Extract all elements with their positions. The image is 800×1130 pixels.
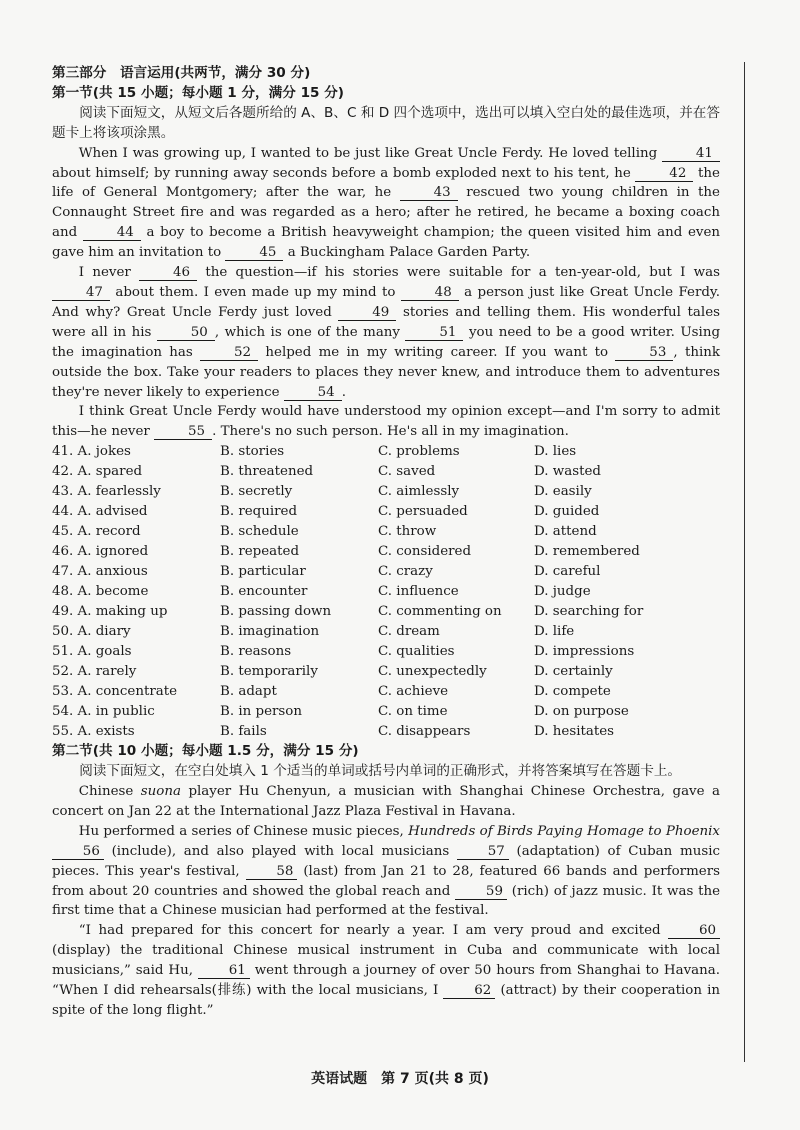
option-d: D. compete — [534, 684, 611, 700]
passage2-paragraph-3: “I had prepared for this concert for nearly a year. I am very proud and excited 60 (display) the traditional Chinese musical instrument in Cuba and communicate with local musicians,” said Hu, 61 went through a journey of over 50 hours from Shanghai to Havana. “When I did rehearsals(排练) with the local musicians, I 62 (attract) by their cooperation in spite of the long flight.” — [52, 923, 720, 1018]
page-content — [52, 64, 720, 1021]
part2-title: 第二节(共 10 小题；每小题 1.5 分，满分 15 分) — [52, 743, 359, 760]
option-d: D. lies — [534, 444, 577, 460]
option-c: C. qualities — [378, 644, 455, 660]
option-a: 54. A. in public — [52, 704, 155, 720]
option-row — [52, 502, 720, 522]
option-row — [52, 482, 720, 502]
option-row — [52, 442, 720, 462]
option-b: B. stories — [220, 444, 285, 460]
option-c: C. persuaded — [378, 504, 468, 520]
option-c: C. achieve — [378, 684, 449, 700]
option-b: B. temporarily — [220, 664, 318, 680]
blank-55: 55 — [154, 424, 212, 440]
passage1-paragraph-3: I think Great Uncle Ferdy would have understood my opinion except—and I'm sorry to admit this—he never 55 . There's no such person. He's all in my imagination. — [52, 404, 720, 440]
option-row — [52, 522, 720, 542]
option-b: B. secretly — [220, 484, 293, 500]
option-c: C. crazy — [378, 564, 433, 580]
option-a: 45. A. record — [52, 524, 141, 540]
option-row — [52, 702, 720, 722]
option-c: C. commenting on — [378, 604, 502, 620]
section-title: 第三部分 语言运用(共两节，满分 30 分) — [52, 65, 311, 81]
option-row — [52, 602, 720, 622]
passage2-paragraph-2: Hu performed a series of Chinese music pieces, Hundreds of Birds Paying Homage to Phoenix 56 (include), and also played with local musicians 57 (adaptation) of Cuban music pieces. This year's festival, 58 (last) from Jan 21 to 28, featured 66 bands and performers from about 20 countries and showed the global reach and 59 (rich) of jazz music. It was the first time that a Chinese musician had performed at the festival. — [52, 823, 721, 919]
option-row — [52, 722, 720, 742]
options-list — [52, 442, 720, 742]
page-footer: 英语试题 第 7 页(共 8 页) — [311, 1071, 489, 1087]
passage1-paragraph-1: When I was growing up, I wanted to be just like Great Uncle Ferdy. He loved telling 41 about himself; by running away seconds before a bomb exploded next to his tent, he 42 the life of General Montgomery; after the war, he 43 rescued two young children in the Connaught Street fire and was regarded as a hero; after he retired, he became a boxing coach and 44 a boy to become a British heavyweight champion; the queen visited him and even gave him an invitation to 45 a Buckingham Palace Garden Party. — [52, 145, 720, 261]
option-c: C. unexpectedly — [378, 664, 487, 680]
option-b: B. in person — [220, 704, 302, 720]
blank-61: 61 — [198, 963, 250, 979]
option-d: D. wasted — [534, 464, 601, 480]
option-d: D. attend — [534, 524, 597, 540]
option-d: D. life — [534, 624, 575, 640]
option-b: B. threatened — [220, 464, 314, 480]
passage2-paragraph-1: Chinese suona player Hu Chenyun, a musician with Shanghai Chinese Orchestra, gave a concert on Jan 22 at the International Jazz Plaza Festival in Havana. — [52, 784, 720, 819]
option-b: B. required — [220, 504, 298, 520]
option-c: C. on time — [378, 704, 448, 720]
option-c: C. dream — [378, 624, 440, 640]
option-a: 49. A. making up — [52, 604, 168, 620]
blank-41: 41 — [662, 146, 720, 162]
blank-44: 44 — [83, 225, 141, 241]
option-row — [52, 642, 720, 662]
option-d: D. careful — [534, 564, 601, 580]
blank-56: 56 — [52, 844, 104, 860]
option-d: D. judge — [534, 584, 591, 600]
blank-57: 57 — [457, 844, 509, 860]
option-c: C. influence — [378, 584, 459, 600]
blank-47: 47 — [52, 285, 110, 301]
option-a: 51. A. goals — [52, 644, 132, 660]
option-d: D. certainly — [534, 664, 613, 680]
option-a: 42. A. spared — [52, 464, 143, 480]
part1-instruction: 阅读下面短文，从短文后各题所给的 A、B、C 和 D 四个选项中，选出可以填入空白处的最佳选项，并在答题卡上将该项涂黑。 — [52, 104, 720, 141]
option-a: 48. A. become — [52, 584, 149, 600]
option-row — [52, 562, 720, 582]
part2-instruction: 阅读下面短文，在空白处填入 1 个适当的单词或括号内单词的正确形式，并将答案填写在答题卡上。 — [79, 763, 682, 780]
blank-62: 62 — [443, 983, 495, 999]
option-b: B. imagination — [220, 624, 320, 640]
blank-45: 45 — [225, 245, 283, 261]
option-row — [52, 682, 720, 702]
blank-43: 43 — [400, 185, 458, 201]
option-b: B. passing down — [220, 604, 332, 620]
passage1-paragraph-2: I never 46 the question—if his stories were suitable for a ten-year-old, but I was 47 about them. I even made up my mind to 48 a person just like Great Uncle Ferdy. And why? Great Uncle Ferdy just loved 49 stories and telling them. His wonderful tales were all in his 50 , which is one of the many 51 you need to be a good writer. Using the imagination has 52 helped me in my writing career. If you want to 53 , think outside the box. Take your readers to places they never knew, and introduce them to adventures they're never likely to experience 54 . — [52, 265, 721, 400]
option-a: 46. A. ignored — [52, 544, 149, 560]
option-c: C. disappears — [378, 724, 471, 740]
margin-line — [744, 62, 745, 1062]
option-d: D. remembered — [534, 544, 640, 560]
option-row — [52, 462, 720, 482]
option-b: B. schedule — [220, 524, 299, 540]
blank-50: 50 — [157, 325, 215, 341]
option-a: 47. A. anxious — [52, 564, 148, 580]
option-row — [52, 582, 720, 602]
option-row — [52, 662, 720, 682]
blank-54: 54 — [284, 385, 342, 401]
option-row — [52, 622, 720, 642]
option-a: 50. A. diary — [52, 624, 131, 640]
option-b: B. particular — [220, 564, 306, 580]
option-d: D. on purpose — [534, 704, 629, 720]
blank-52: 52 — [200, 345, 258, 361]
option-a: 55. A. exists — [52, 724, 135, 740]
option-a: 53. A. concentrate — [52, 684, 178, 700]
option-b: B. fails — [220, 724, 267, 740]
option-c: C. considered — [378, 544, 472, 560]
option-d: D. searching for — [534, 604, 644, 620]
blank-59: 59 — [455, 884, 507, 900]
option-c: C. throw — [378, 524, 437, 540]
option-a: 52. A. rarely — [52, 664, 137, 680]
option-a: 41. A. jokes — [52, 444, 131, 460]
blank-42: 42 — [635, 166, 693, 182]
blank-49: 49 — [338, 305, 396, 321]
blank-53: 53 — [615, 345, 673, 361]
option-b: B. reasons — [220, 644, 292, 660]
blank-58: 58 — [246, 864, 298, 880]
option-b: B. encounter — [220, 584, 308, 600]
blank-48: 48 — [401, 285, 459, 301]
option-d: D. impressions — [534, 644, 635, 660]
option-d: D. hesitates — [534, 724, 615, 740]
option-a: 44. A. advised — [52, 504, 148, 520]
option-c: C. problems — [378, 444, 460, 460]
blank-46: 46 — [139, 265, 197, 281]
blank-51: 51 — [405, 325, 463, 341]
option-b: B. repeated — [220, 544, 300, 560]
option-a: 43. A. fearlessly — [52, 484, 161, 500]
option-c: C. saved — [378, 464, 436, 480]
option-row — [52, 542, 720, 562]
option-c: C. aimlessly — [378, 484, 460, 500]
option-b: B. adapt — [220, 684, 277, 700]
option-d: D. easily — [534, 484, 592, 500]
part1-title: 第一节(共 15 小题；每小题 1 分，满分 15 分) — [52, 84, 345, 101]
option-d: D. guided — [534, 504, 600, 520]
blank-60: 60 — [668, 923, 720, 939]
